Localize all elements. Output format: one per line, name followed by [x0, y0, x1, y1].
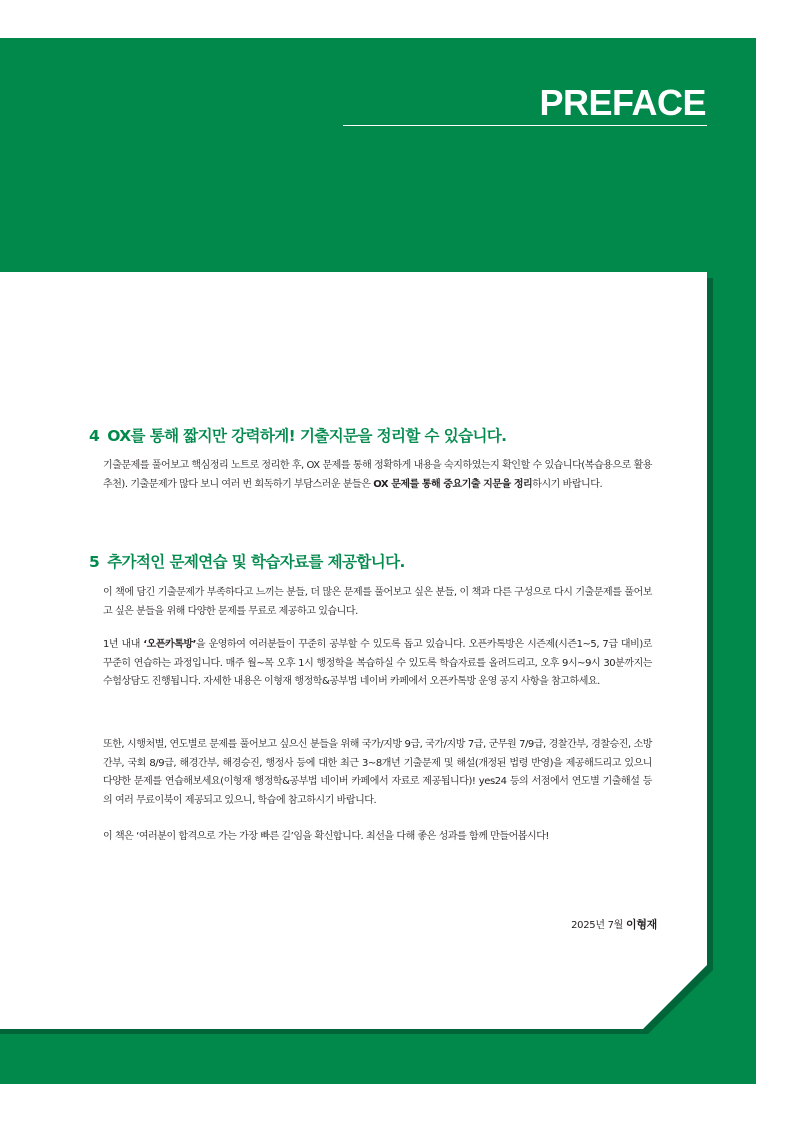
section-4-heading [89, 424, 506, 446]
section-number: 5 [89, 553, 100, 571]
signature-date: 2025년 7월 [571, 920, 624, 931]
signature [571, 916, 657, 932]
section-4-paragraph [103, 457, 652, 494]
section-5-paragraph-2 [103, 636, 652, 692]
section-5-paragraph-4: 이 책은 ‘여러분이 합격으로 가는 가장 빠른 길’임을 확신합니다. 최선을 다해 좋은 성과를 함께 만들어봅시다! [103, 831, 549, 842]
paragraph-text: 기출문제를 풀어보고 핵심정리 노트로 정리한 후, OX 문제를 통해 정확하게 내용을 숙지하였는지 확인할 수 있습니다(복습용으로 활용 추천). 기출문제가 많다 보니 여러 번 회독하기 부담스러운 분들은 [103, 460, 652, 490]
paragraph-text: 1년 내내 [103, 639, 144, 650]
paragraph-text: 하시기 바랍니다. [532, 478, 603, 490]
emphasis-text: ‘오픈카톡방’ [143, 639, 197, 650]
emphasis-text: OX 문제를 통해 중요기출 지문을 정리 [373, 478, 533, 490]
author-name: 이형재 [626, 918, 657, 931]
section-heading-text: OX를 통해 짧지만 강력하게! 기출지문을 정리할 수 있습니다. [107, 427, 507, 445]
section-number: 4 [89, 427, 100, 445]
section-heading-text: 추가적인 문제연습 및 학습자료를 제공합니다. [107, 553, 405, 571]
paragraph-text: 을 운영하여 여러분들이 꾸준히 공부할 수 있도록 돕고 있습니다. 오픈카톡방은 시즌제(시즌1~5, 7급 대비)로 꾸준히 연습하는 과정입니다. 매주 월~목 오후 1시 행정학을 복습하실 수 있도록 학습자료를 올려드리고, 오후 9시~9시 30분까지는 수험상담도 진행됩니다. 자세한 내용은 이형재 행정학&공부법 네이버 카페에서 오픈카톡방 운영 공지 사항을 참고하세요. [103, 639, 652, 687]
section-5-paragraph-1: 이 책에 담긴 기출문제가 부족하다고 느끼는 분들, 더 많은 문제를 풀어보고 싶은 분들, 이 책과 다른 구성으로 다시 기출문제를 풀어보고 싶은 분들을 위해 다양한 문제를 무료로 제공하고 있습니다. [103, 587, 652, 617]
section-5-paragraph-3: 또한, 시행처별, 연도별로 문제를 풀어보고 싶으신 분들을 위해 국가/지방 9급, 국가/지방 7급, 군무원 7/9급, 경찰간부, 경찰승진, 소방간부, 국회 8/9급, 해경간부, 해경승진, 행정사 등에 대한 최근 3~8개년 기출문제 및 해설(개정된 법령 반영)을 제공해드리고 있으니 다양한 문제를 연습해보세요(이형재 행정학&공부법 네이버 카페에서 자료로 제공됩니다)! yes24 등의 서점에서 연도별 기출해설 등의 여러 무료이북이 제공되고 있으니, 학습에 참고하시기 바랍니다. [103, 739, 652, 806]
page-title: PREFACE [539, 82, 706, 123]
section-5-heading [89, 550, 405, 572]
